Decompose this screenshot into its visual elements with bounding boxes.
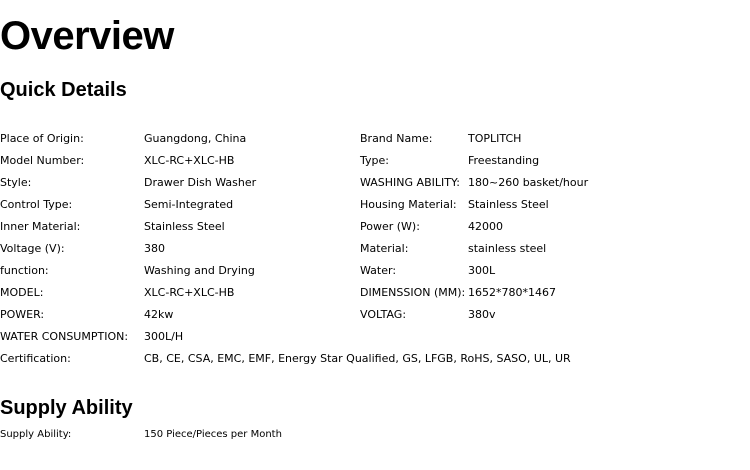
detail-label: VOLTAG: bbox=[360, 308, 407, 321]
detail-label: Water: bbox=[360, 264, 397, 277]
detail-value: 380v bbox=[468, 308, 496, 321]
detail-value: Stainless Steel bbox=[144, 220, 225, 233]
detail-value: CB, CE, CSA, EMC, EMF, Energy Star Qualified, GS, LFGB, RoHS, SASO, UL, UR bbox=[144, 352, 571, 365]
detail-label: WASHING ABILITY: bbox=[360, 176, 460, 189]
detail-row bbox=[0, 304, 750, 326]
detail-value: 42kw bbox=[144, 308, 174, 321]
detail-row bbox=[0, 326, 750, 348]
detail-value: TOPLITCH bbox=[468, 132, 522, 145]
detail-value: Drawer Dish Washer bbox=[144, 176, 257, 189]
detail-label: Voltage (V): bbox=[0, 242, 65, 255]
detail-label: function: bbox=[0, 264, 49, 277]
detail-label: Type: bbox=[360, 154, 389, 167]
detail-row bbox=[0, 194, 750, 216]
detail-value: 380 bbox=[144, 242, 165, 255]
detail-value: XLC-RC+XLC-HB bbox=[144, 154, 235, 167]
detail-label: Certification: bbox=[0, 352, 71, 365]
detail-label: WATER CONSUMPTION: bbox=[0, 330, 129, 343]
detail-label: Power (W): bbox=[360, 220, 420, 233]
detail-row bbox=[0, 128, 750, 150]
supply-ability-table bbox=[0, 424, 750, 446]
detail-label: Inner Material: bbox=[0, 220, 81, 233]
detail-label: Brand Name: bbox=[360, 132, 433, 145]
detail-row bbox=[0, 282, 750, 304]
detail-value: 42000 bbox=[468, 220, 503, 233]
detail-value: XLC-RC+XLC-HB bbox=[144, 286, 235, 299]
detail-label: POWER: bbox=[0, 308, 45, 321]
quick-details-heading: Quick Details bbox=[0, 79, 127, 101]
detail-row bbox=[0, 424, 750, 446]
detail-value: 300L bbox=[468, 264, 496, 277]
detail-row bbox=[0, 172, 750, 194]
detail-value: 150 Piece/Pieces per Month bbox=[144, 429, 282, 440]
detail-label: Place of Origin: bbox=[0, 132, 84, 145]
detail-value: Freestanding bbox=[468, 154, 540, 167]
supply-ability-heading: Supply Ability bbox=[0, 397, 133, 419]
detail-value: 180~260 basket/hour bbox=[468, 176, 589, 189]
detail-value: Guangdong, China bbox=[144, 132, 247, 145]
detail-label: Supply Ability: bbox=[0, 429, 72, 440]
detail-row bbox=[0, 238, 750, 260]
detail-label: Housing Material: bbox=[360, 198, 457, 211]
detail-label: MODEL: bbox=[0, 286, 44, 299]
detail-row bbox=[0, 348, 750, 370]
detail-value: Stainless Steel bbox=[468, 198, 549, 211]
detail-label: Style: bbox=[0, 176, 32, 189]
detail-row bbox=[0, 216, 750, 238]
detail-value: 1652*780*1467 bbox=[468, 286, 556, 299]
detail-value: 300L/H bbox=[144, 330, 184, 343]
detail-label: DIMENSSION (MM): bbox=[360, 286, 466, 299]
detail-label: Control Type: bbox=[0, 198, 73, 211]
detail-row bbox=[0, 260, 750, 282]
quick-details-table bbox=[0, 128, 750, 370]
detail-row bbox=[0, 150, 750, 172]
detail-value: Washing and Drying bbox=[144, 264, 255, 277]
detail-value: Semi-Integrated bbox=[144, 198, 234, 211]
overview-heading: Overview bbox=[0, 14, 174, 58]
detail-label: Model Number: bbox=[0, 154, 85, 167]
detail-value: stainless steel bbox=[468, 242, 547, 255]
detail-label: Material: bbox=[360, 242, 409, 255]
